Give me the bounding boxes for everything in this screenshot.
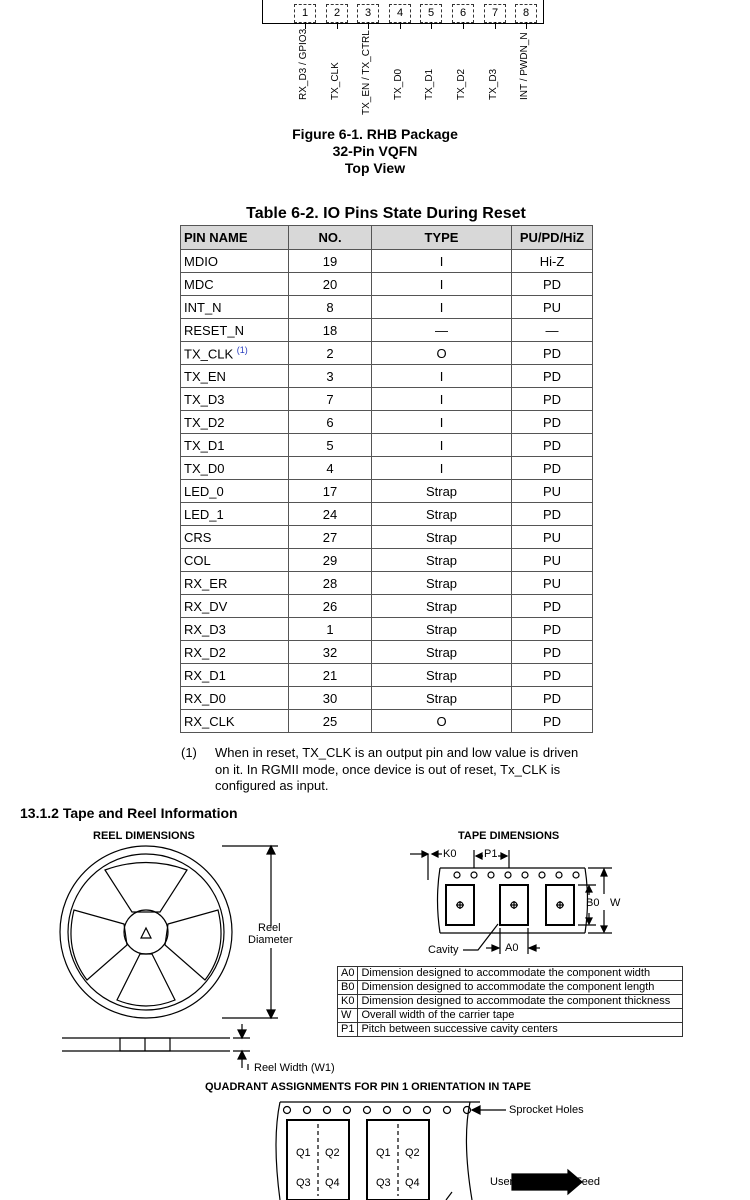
figure-caption-line-2: 32-Pin VQFN [332, 143, 418, 159]
legend-row [338, 981, 683, 995]
table-cell [181, 710, 289, 733]
header-pu-pd-hiz: PU/PD/HiZ [512, 226, 593, 250]
tape-heading: TAPE DIMENSIONS [458, 830, 560, 842]
table-cell-text: Hi-Z [539, 253, 565, 269]
pin-signal-label: TX_D3 [488, 68, 499, 100]
reel-diameter-label-2: Diameter [248, 934, 293, 946]
table-cell [289, 618, 372, 641]
table-cell-text: 21 [322, 667, 338, 683]
table-cell [289, 273, 372, 296]
table-cell-text: Strap [425, 506, 458, 522]
table-row [181, 388, 593, 411]
pin-lead [495, 22, 496, 29]
table-cell-text: MDIO [184, 253, 218, 269]
legend-row [338, 1023, 683, 1037]
table-cell-text: Strap [425, 621, 458, 637]
pin-number-box: 2 [326, 4, 348, 23]
table-cell [372, 595, 512, 618]
header-no: NO. [289, 226, 372, 250]
legend-row [338, 995, 683, 1009]
table-cell [289, 365, 372, 388]
note-line-1: When in reset, TX_CLK is an output pin and low value is driven [215, 745, 579, 760]
reel-drawing [60, 846, 278, 1070]
table-row [181, 457, 593, 480]
table-cell-text: PD [542, 276, 562, 292]
pin-signal-label: TX_CLK [330, 62, 341, 100]
table-row [181, 526, 593, 549]
table-cell-text: 25 [322, 713, 338, 729]
table-cell-text: PD [542, 345, 562, 361]
pin-number-box: 5 [420, 4, 442, 23]
table-cell [512, 503, 593, 526]
table-cell-text: RX_D2 [184, 644, 226, 660]
note-line-3: configured as input. [215, 778, 329, 793]
table-cell-text: 28 [322, 575, 338, 591]
table-cell-text: 17 [322, 483, 338, 499]
table-cell [512, 572, 593, 595]
table-cell-text: RX_ER [184, 575, 228, 591]
quadrant-q2-a: Q2 [325, 1147, 340, 1159]
table-cell-text: TX_D2 [184, 414, 225, 430]
pin-lead [526, 22, 527, 29]
quadrant-q1-b: Q1 [376, 1147, 391, 1159]
table-row [181, 273, 593, 296]
table-cell-text: CRS [184, 529, 212, 545]
table-cell-text: 24 [322, 506, 338, 522]
table-cell [512, 365, 593, 388]
table-cell [181, 457, 289, 480]
table-row [181, 664, 593, 687]
legend-description: Dimension designed to accommodate the component thickness [358, 995, 683, 1009]
table-cell-text: 26 [322, 598, 338, 614]
table-cell [512, 342, 593, 365]
table-cell-text: 27 [322, 529, 338, 545]
pin-signal-label: RX_D3 / GPIO3 [298, 28, 309, 100]
table-cell [181, 365, 289, 388]
table-cell [181, 250, 289, 273]
pin-signal-label: TX_D0 [393, 68, 404, 100]
table-cell-text: 19 [322, 253, 338, 269]
table-cell [289, 687, 372, 710]
table-cell-text: Strap [425, 644, 458, 660]
table-cell [512, 296, 593, 319]
table-cell [181, 595, 289, 618]
table-cell-text: Strap [425, 552, 458, 568]
table-cell-text: TX_D3 [184, 391, 225, 407]
pin-number-box: 3 [357, 4, 379, 23]
table-cell-text: Strap [425, 690, 458, 706]
quadrant-q4-b: Q4 [405, 1177, 420, 1189]
table-cell [372, 641, 512, 664]
table-cell-text: COL [184, 552, 211, 568]
table-cell-text: PU [542, 575, 562, 591]
table-row [181, 411, 593, 434]
table-cell-text: PD [542, 690, 562, 706]
pin-signal-label: TX_D1 [424, 68, 435, 100]
table-cell [181, 411, 289, 434]
table-row [181, 480, 593, 503]
table-cell-text: RX_D3 [184, 621, 226, 637]
table-cell [181, 549, 289, 572]
quadrant-heading: QUADRANT ASSIGNMENTS FOR PIN 1 ORIENTATION IN TAPE [205, 1081, 531, 1093]
table-cell [512, 411, 593, 434]
table-cell [289, 250, 372, 273]
table-cell-text: RESET_N [184, 322, 244, 338]
section-title: 13.1.2 Tape and Reel Information [20, 805, 238, 821]
table-cell [512, 710, 593, 733]
tape-drawing [410, 850, 612, 954]
table-cell-text: PD [542, 621, 562, 637]
table-cell [512, 641, 593, 664]
table-cell [181, 434, 289, 457]
note-marker: (1) [181, 745, 197, 760]
table-cell [512, 664, 593, 687]
table-cell-text: TX_CLK [184, 346, 234, 362]
header-type: TYPE [372, 226, 512, 250]
table-cell [289, 710, 372, 733]
table-cell [372, 618, 512, 641]
pin-number-box: 6 [452, 4, 474, 23]
table-cell [181, 572, 289, 595]
table-title: Table 6-2. IO Pins State During Reset [246, 205, 526, 222]
table-row [181, 572, 593, 595]
table-cell [289, 296, 372, 319]
table-cell [372, 526, 512, 549]
table-cell [181, 342, 289, 365]
legend-code: K0 [338, 995, 358, 1009]
table-cell [372, 365, 512, 388]
table-cell-text: 6 [326, 414, 334, 430]
table-cell [372, 687, 512, 710]
table-row [181, 641, 593, 664]
table-cell [289, 503, 372, 526]
table-cell [512, 595, 593, 618]
table-cell-text: Strap [425, 667, 458, 683]
table-row [181, 618, 593, 641]
table-cell [181, 480, 289, 503]
legend-row [338, 1009, 683, 1023]
pin-number-box: 7 [484, 4, 506, 23]
table-cell-text: 1 [326, 621, 334, 637]
reel-width-label: Reel Width (W1) [254, 1062, 335, 1074]
table-cell [372, 411, 512, 434]
tape-k0-label: K0 [443, 848, 457, 860]
table-cell [512, 319, 593, 342]
table-header-row [181, 226, 593, 250]
table-cell-text: PD [542, 368, 562, 384]
table-cell-text: PU [542, 483, 562, 499]
table-cell [181, 296, 289, 319]
table-cell-text: O [436, 713, 447, 729]
table-cell [372, 457, 512, 480]
table-cell-text: PD [542, 437, 562, 453]
table-cell-text: 3 [326, 368, 334, 384]
table-cell [289, 319, 372, 342]
sprocket-holes-label: Sprocket Holes [509, 1104, 584, 1116]
table-cell [512, 549, 593, 572]
tape-w-label: W [610, 897, 621, 909]
table-cell-text: I [439, 437, 444, 453]
legend-code: B0 [338, 981, 358, 995]
table-row [181, 296, 593, 319]
table-row [181, 319, 593, 342]
figure-caption-line-1: Figure 6-1. RHB Package [292, 126, 458, 142]
quadrant-q1-a: Q1 [296, 1147, 311, 1159]
table-cell-text: Strap [425, 598, 458, 614]
pin-signal-label: INT / PWDN_N [519, 32, 530, 100]
table-cell [372, 710, 512, 733]
table-cell [181, 388, 289, 411]
table-cell [512, 457, 593, 480]
table-cell-text: PD [542, 391, 562, 407]
table-cell [372, 273, 512, 296]
table-cell [372, 549, 512, 572]
table-row [181, 503, 593, 526]
table-cell [181, 618, 289, 641]
tape-a0-label: A0 [505, 942, 519, 954]
table-cell-text: Strap [425, 483, 458, 499]
table-cell [372, 572, 512, 595]
table-row [181, 434, 593, 457]
legend-description: Dimension designed to accommodate the component length [358, 981, 683, 995]
table-cell [289, 595, 372, 618]
table-cell [181, 664, 289, 687]
table-cell-text: PD [542, 667, 562, 683]
table-cell-text: PD [542, 713, 562, 729]
table-row [181, 549, 593, 572]
table-cell [512, 687, 593, 710]
table-row [181, 687, 593, 710]
table-cell [289, 388, 372, 411]
table-cell-text: PD [542, 460, 562, 476]
tape-dimension-legend [337, 966, 683, 1037]
table-cell-text: TX_D0 [184, 460, 225, 476]
table-cell [512, 250, 593, 273]
pin-number-box: 8 [515, 4, 537, 23]
pin-number-box: 4 [389, 4, 411, 23]
footnote-ref: (1) [236, 344, 248, 355]
table-cell [289, 480, 372, 503]
table-cell-text: — [545, 322, 559, 338]
table-cell-text: MDC [184, 276, 214, 292]
table-cell-text: Strap [425, 529, 458, 545]
table-cell [289, 572, 372, 595]
table-cell [372, 319, 512, 342]
table-cell-text: I [439, 391, 444, 407]
quadrant-q3-b: Q3 [376, 1177, 391, 1189]
table-cell-text: I [439, 299, 444, 315]
table-cell [512, 273, 593, 296]
table-cell [512, 434, 593, 457]
table-cell [289, 457, 372, 480]
pin-signal-label: TX_D2 [456, 68, 467, 100]
table-cell [372, 503, 512, 526]
table-cell-text: 5 [326, 437, 334, 453]
table-cell [512, 388, 593, 411]
table-cell [181, 641, 289, 664]
pin-lead [368, 22, 369, 29]
table-cell-text: I [439, 368, 444, 384]
note-line-2: on it. In RGMII mode, once device is out of reset, Tx_CLK is [215, 762, 561, 777]
table-cell [181, 503, 289, 526]
table-cell [512, 526, 593, 549]
table-cell [372, 388, 512, 411]
table-cell [181, 319, 289, 342]
pin-number-box: 1 [294, 4, 316, 23]
table-cell-text: 8 [326, 299, 334, 315]
table-cell-text: LED_1 [184, 506, 224, 522]
table-cell-text: RX_D1 [184, 667, 226, 683]
table-cell [512, 618, 593, 641]
legend-description: Pitch between successive cavity centers [358, 1023, 683, 1037]
table-cell-text: 18 [322, 322, 338, 338]
figure-caption-line-3: Top View [344, 160, 406, 176]
tape-b0-label: B0 [586, 897, 600, 909]
table-cell [372, 342, 512, 365]
tape-cavity-label: Cavity [428, 944, 459, 956]
table-cell-text: LED_0 [184, 483, 224, 499]
table-cell-text: O [436, 345, 447, 361]
table-cell-text: 29 [322, 552, 338, 568]
reel-heading: REEL DIMENSIONS [93, 830, 195, 842]
table-row [181, 342, 593, 365]
pin-lead [337, 22, 338, 29]
quadrant-q2-b: Q2 [405, 1147, 420, 1159]
table-cell [289, 434, 372, 457]
table-cell-text: 4 [326, 460, 334, 476]
table-cell-text: PD [542, 414, 562, 430]
pin-lead [463, 22, 464, 29]
table-cell [289, 641, 372, 664]
table-cell-text: Strap [425, 575, 458, 591]
table-cell [289, 664, 372, 687]
table-cell [372, 480, 512, 503]
table-cell-text: PD [542, 506, 562, 522]
pin-signal-label: TX_EN / TX_CTRL [361, 30, 372, 115]
table-cell-text: I [439, 460, 444, 476]
table-cell [372, 664, 512, 687]
reel-diameter-label-1: Reel [258, 922, 281, 934]
table-cell-text: TX_EN [184, 368, 226, 384]
tape-p1-label: P1 [484, 848, 498, 860]
table-row [181, 250, 593, 273]
table-cell [289, 342, 372, 365]
pin-lead [400, 22, 401, 29]
table-cell-text: INT_N [184, 299, 222, 315]
legend-description: Dimension designed to accommodate the component width [358, 967, 683, 981]
table-cell [181, 526, 289, 549]
table-cell-text: 20 [322, 276, 338, 292]
table-cell [512, 480, 593, 503]
feed-direction-label: User Direction of Feed [490, 1176, 601, 1188]
table-cell [181, 687, 289, 710]
table-cell-text: I [439, 276, 444, 292]
table-cell-text: 7 [326, 391, 334, 407]
legend-row [338, 967, 683, 981]
table-cell-text: 30 [322, 690, 338, 706]
table-cell-text: PD [542, 598, 562, 614]
table-cell-text: 2 [326, 345, 334, 361]
table-cell-text: I [439, 414, 444, 430]
table-cell [289, 549, 372, 572]
table-cell [289, 411, 372, 434]
table-cell-text: TX_D1 [184, 437, 225, 453]
table-row [181, 710, 593, 733]
table-cell-text: PU [542, 529, 562, 545]
table-cell-text: RX_D0 [184, 690, 226, 706]
legend-code: A0 [338, 967, 358, 981]
table-cell-text: PU [542, 552, 562, 568]
legend-code: W [338, 1009, 358, 1023]
table-cell-text: RX_DV [184, 598, 228, 614]
quadrant-q4-a: Q4 [325, 1177, 340, 1189]
table-cell-text: RX_CLK [184, 713, 235, 729]
table-cell-text: I [439, 253, 444, 269]
io-pins-table [180, 225, 593, 733]
pin-lead [431, 22, 432, 29]
table-cell [372, 296, 512, 319]
legend-description: Overall width of the carrier tape [358, 1009, 683, 1023]
table-cell [289, 526, 372, 549]
legend-code: P1 [338, 1023, 358, 1037]
table-cell [181, 273, 289, 296]
quadrant-q3-a: Q3 [296, 1177, 311, 1189]
table-row [181, 365, 593, 388]
table-cell [372, 250, 512, 273]
header-pin-name: PIN NAME [181, 226, 289, 250]
table-cell-text: — [435, 322, 448, 338]
table-cell-text: 32 [322, 644, 338, 660]
table-cell-text: PD [542, 644, 562, 660]
table-cell [372, 434, 512, 457]
table-cell-text: PU [542, 299, 562, 315]
table-row [181, 595, 593, 618]
